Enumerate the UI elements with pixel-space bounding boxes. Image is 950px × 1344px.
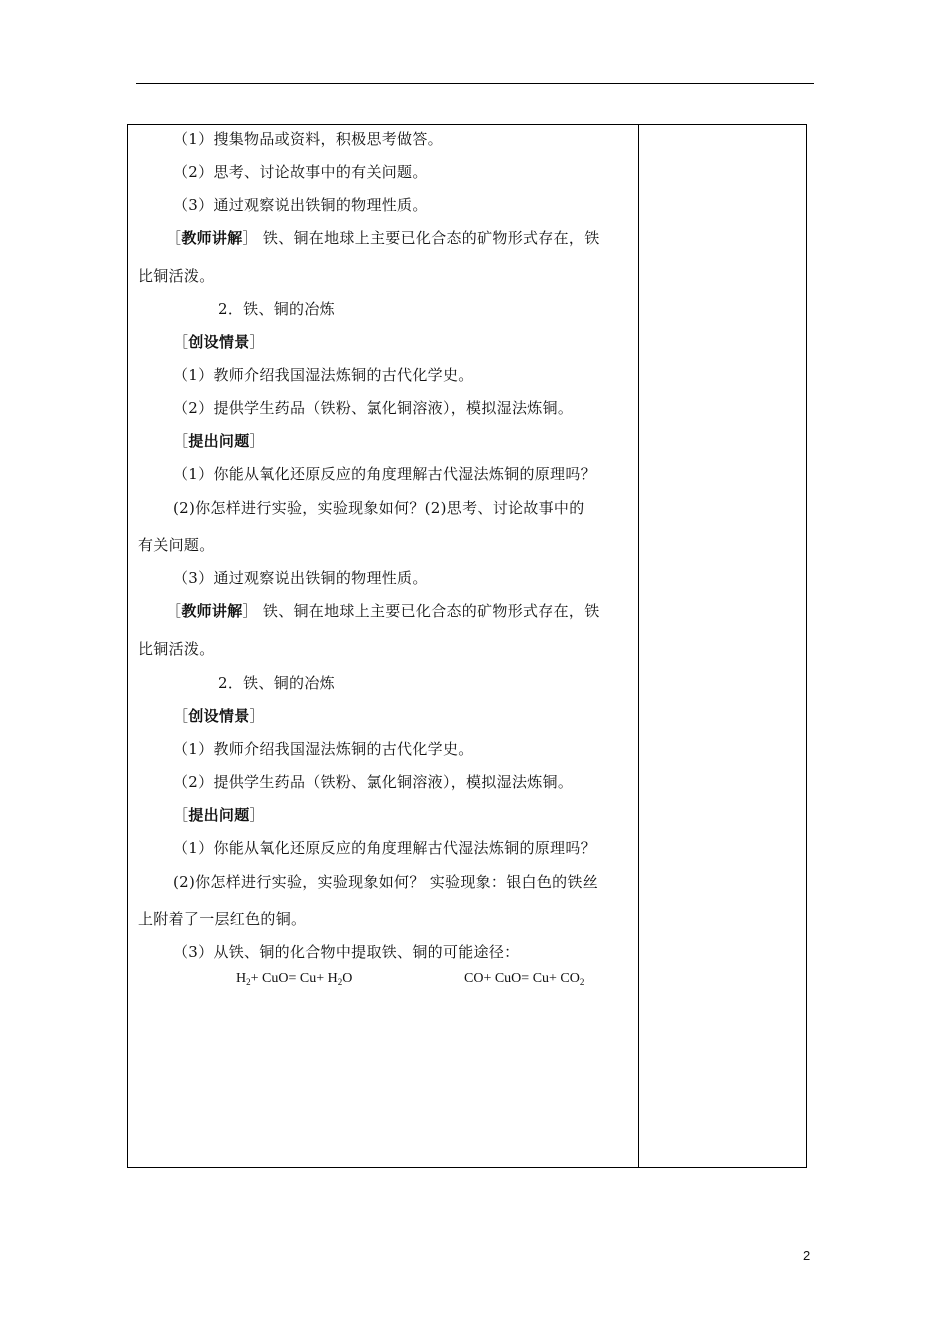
- text-line: （2）思考、讨论故事中的有关问题。: [173, 163, 428, 181]
- text-line: （2）提供学生药品（铁粉、氯化铜溶液），模拟湿法炼铜。: [173, 773, 574, 791]
- tag-line: ［创设情景］: [173, 707, 265, 725]
- section-heading: 2．铁、铜的冶炼: [218, 300, 335, 318]
- formula-co-reduction: $CO+ CuO= Cu+ CO_2$: [464, 971, 585, 987]
- text-line: （3）通过观察说出铁铜的物理性质。: [173, 196, 428, 214]
- tag-scene: 创设情景: [188, 333, 250, 351]
- teacher-explain-line: ［教师讲解］ 铁、铜在地球上主要已化合态的矿物形式存在，铁: [166, 602, 600, 620]
- text-line: （1）你能从氧化还原反应的角度理解古代湿法炼铜的原理吗？: [173, 839, 596, 857]
- tag-question: 提出问题: [188, 432, 250, 450]
- teacher-text: 铁、铜在地球上主要已化合态的矿物形式存在，铁: [262, 602, 600, 620]
- text-line: 有关问题。: [138, 536, 215, 554]
- content-cell: [128, 125, 638, 1167]
- tag-scene: 创设情景: [188, 707, 250, 725]
- formula-hydrogen-reduction: $H_2+ CuO= Cu+ H_2O$: [236, 971, 353, 987]
- lesson-table: [127, 124, 807, 1168]
- text-line: (2)你怎样进行实验，实验现象如何？(2)思考、讨论故事中的: [173, 499, 585, 517]
- text-line: （3）从铁、铜的化合物中提取铁、铜的可能途径：: [173, 943, 520, 961]
- header-rule: [136, 83, 814, 84]
- page-number: 2: [803, 1248, 811, 1263]
- tag-teacher: 教师讲解: [181, 229, 243, 247]
- text-line: （1）搜集物品或资料，积极思考做答。: [173, 130, 443, 148]
- text-line: 比铜活泼。: [138, 267, 215, 285]
- section-heading: 2．铁、铜的冶炼: [218, 674, 335, 692]
- teacher-explain-line: ［教师讲解］ 铁、铜在地球上主要已化合态的矿物形式存在，铁: [166, 229, 600, 247]
- tag-question: 提出问题: [188, 806, 250, 824]
- text-line: (2)你怎样进行实验，实验现象如何？ 实验现象：银白色的铁丝: [173, 873, 599, 891]
- text-line: （1）你能从氧化还原反应的角度理解古代湿法炼铜的原理吗？: [173, 465, 596, 483]
- tag-line: ［提出问题］: [173, 806, 265, 824]
- text-line: （3）通过观察说出铁铜的物理性质。: [173, 569, 428, 587]
- text-line: （1）教师介绍我国湿法炼铜的古代化学史。: [173, 366, 474, 384]
- text-line: 上附着了一层红色的铜。: [138, 910, 307, 928]
- text-line: （2）提供学生药品（铁粉、氯化铜溶液），模拟湿法炼铜。: [173, 399, 574, 417]
- text-line: 比铜活泼。: [138, 640, 215, 658]
- text-line: （1）教师介绍我国湿法炼铜的古代化学史。: [173, 740, 474, 758]
- teacher-text: 铁、铜在地球上主要已化合态的矿物形式存在，铁: [262, 229, 600, 247]
- tag-teacher: 教师讲解: [181, 602, 243, 620]
- tag-line: ［创设情景］: [173, 333, 265, 351]
- tag-line: ［提出问题］: [173, 432, 265, 450]
- column-divider: [638, 125, 639, 1167]
